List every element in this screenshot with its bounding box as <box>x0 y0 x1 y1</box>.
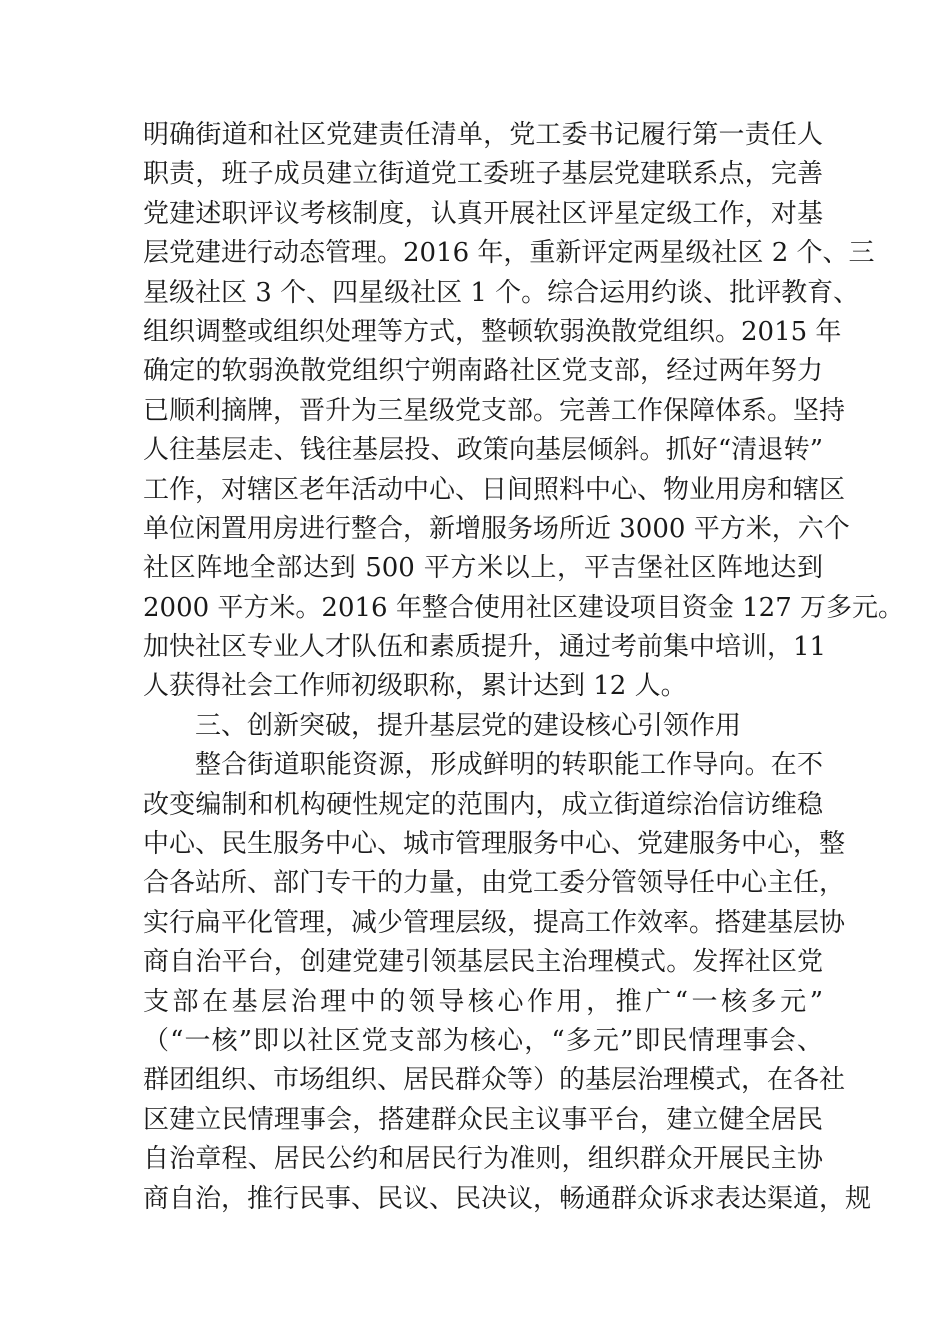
text-line: 明确街道和社区党建责任清单，党工委书记履行第一责任人 <box>143 120 823 150</box>
body-text <box>143 116 905 1219</box>
text-line: 组织调整或组织处理等方式，整顿软弱涣散党组织。2015 年 <box>143 316 842 347</box>
text-line: 党建述职评议考核制度，认真开展社区评星定级工作，对基 <box>143 198 823 229</box>
text-line: 实行扁平化管理，减少管理层级，提高工作效率。搭建基层协 <box>143 907 846 938</box>
text-line: 三、创新突破，提升基层党的建设核心引领作用 <box>195 710 742 741</box>
text-line: 2000 平方米。2016 年整合使用社区建设项目资金 127 万多元。 <box>143 592 905 623</box>
text-line: 已顺利摘牌，晋升为三星级党支部。完善工作保障体系。坚持 <box>143 395 846 426</box>
text-line: 区建立民情理事会，搭建群众民主议事平台，建立健全居民 <box>143 1104 823 1135</box>
text-line: 群团组织、市场组织、居民群众等）的基层治理模式，在各社 <box>143 1065 846 1096</box>
text-line: （“一核”即以社区党支部为核心，“多元”即民情理事会、 <box>143 1025 823 1056</box>
text-line: 单位闲置用房进行整合，新增服务场所近 3000 平方米，六个 <box>143 513 850 544</box>
text-line: 工作，对辖区老年活动中心、日间照料中心、物业用房和辖区 <box>143 474 846 505</box>
text-line: 商自治，推行民事、民议、民决议，畅通群众诉求表达渠道，规 <box>143 1183 872 1214</box>
text-line: 层党建进行动态管理。2016 年，重新评定两星级社区 2 个、三 <box>143 238 875 269</box>
text-line: 加快社区专业人才队伍和素质提升，通过考前集中培训，11 <box>143 632 827 663</box>
text-line: 社区阵地全部达到 500 平方米以上，平吉堡社区阵地达到 <box>143 553 823 584</box>
text-line: 商自治平台，创建党建引领基层民主治理模式。发挥社区党 <box>143 947 823 978</box>
text-line: 整合街道职能资源，形成鲜明的转职能工作导向。在不 <box>195 750 823 781</box>
text-line: 人往基层走、钱往基层投、政策向基层倾斜。抓好“清退转” <box>143 435 823 466</box>
text-line: 确定的软弱涣散党组织宁朔南路社区党支部，经过两年努力 <box>143 356 823 387</box>
text-line: 支部在基层治理中的领导核心作用，推广“一核多元” <box>143 986 823 1017</box>
text-line: 中心、民生服务中心、城市管理服务中心、党建服务中心，整 <box>143 829 846 860</box>
text-line: 人获得社会工作师初级职称，累计达到 12 人。 <box>143 671 687 702</box>
text-line: 星级社区 3 个、四星级社区 1 个。综合运用约谈、批评教育、 <box>143 277 860 308</box>
text-line: 改变编制和机构硬性规定的范围内，成立街道综治信访维稳 <box>143 789 823 820</box>
text-line: 职责，班子成员建立街道党工委班子基层党建联系点，完善 <box>143 159 823 190</box>
text-line: 自治章程、居民公约和居民行为准则，组织群众开展民主协 <box>143 1144 823 1175</box>
text-line: 合各站所、部门专干的力量，由党工委分管领导任中心主任， <box>143 868 846 899</box>
